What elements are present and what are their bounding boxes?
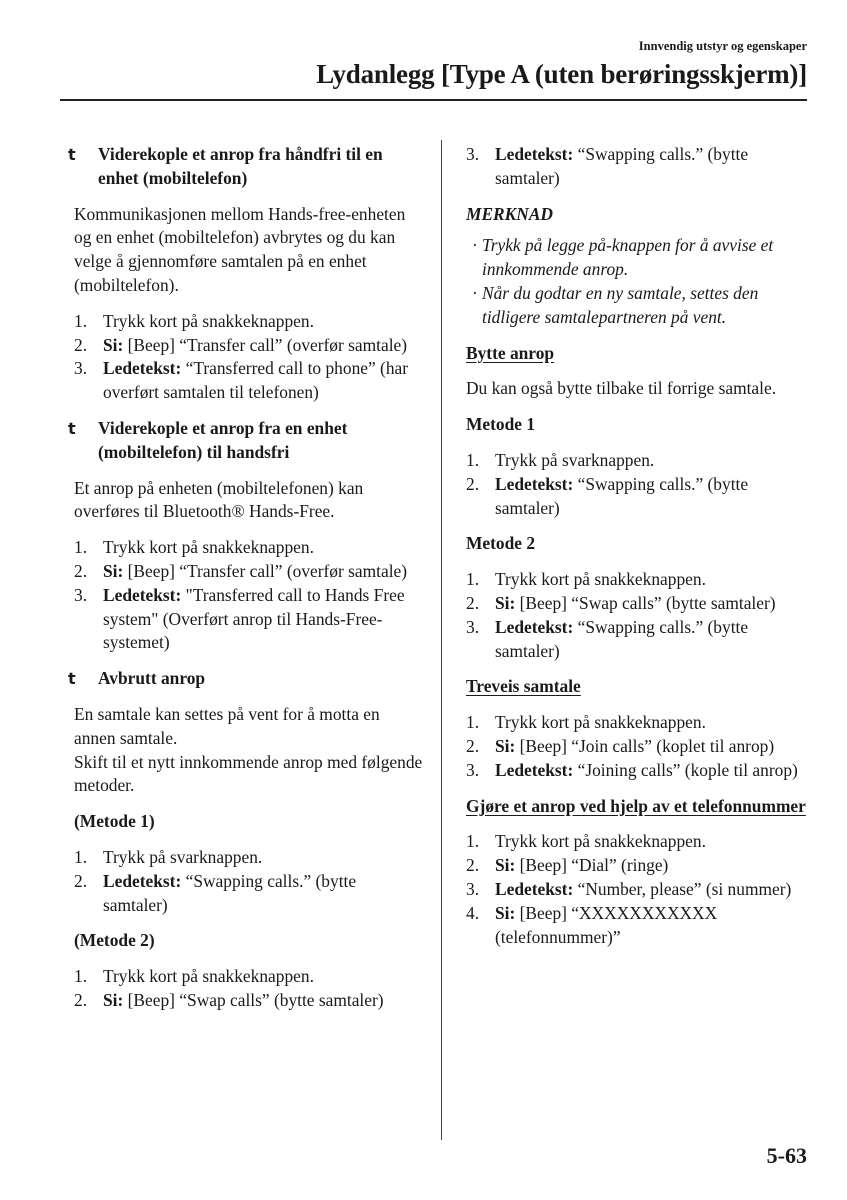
step-text: Trykk kort på snakkeknappen. (103, 310, 314, 331)
step-number: 1. (74, 537, 88, 558)
step-keyword: Ledetekst: (495, 616, 574, 637)
step-list (466, 143, 816, 191)
step-number: 1. (466, 831, 480, 852)
step-text: “Swapping calls.” (bytte samtaler) (103, 870, 357, 915)
step-item (74, 560, 424, 584)
heading-call-waiting: t Avbrutt anrop (74, 667, 424, 691)
page-number: 5-63 (766, 1143, 807, 1168)
heading-dial-number: Gjøre et anrop ved hjelp av et telefonnummer (466, 795, 806, 816)
step-number: 2. (74, 334, 88, 355)
step-text: “Joining calls” (kople til anrop) (573, 759, 798, 780)
method-heading: Metode 2 (466, 533, 536, 554)
step-number: 2. (466, 592, 480, 613)
step-number: 1. (466, 449, 480, 470)
step-keyword: Si: (495, 855, 516, 876)
step-text: Trykk kort på snakkeknappen. (103, 966, 314, 987)
heading-bullet-icon: t (68, 669, 76, 689)
step-text: [Beep] “Swap calls” (bytte samtaler) (123, 989, 384, 1010)
step-item (466, 592, 816, 616)
method-heading: (Metode 2) (74, 930, 155, 951)
step-text: [Beep] “Transfer call” (overfør samtale) (123, 334, 408, 355)
step-item (466, 830, 816, 854)
paragraph: Skift til et nytt innkommende anrop med følgende metoder. (74, 751, 423, 796)
step-item (466, 449, 816, 473)
step-text: “Number, please” (si nummer) (573, 878, 792, 899)
header-rule (60, 99, 807, 101)
step-text: Trykk kort på snakkeknappen. (495, 569, 706, 590)
step-text: Trykk på svarknappen. (495, 449, 655, 470)
step-number: 1. (74, 310, 88, 331)
heading-bullet-icon: t (68, 418, 76, 438)
step-item (74, 989, 424, 1013)
heading-bullet-icon: t (68, 145, 76, 164)
step-text: Trykk kort på snakkeknappen. (103, 537, 314, 558)
step-number: 3. (466, 759, 480, 780)
step-list (74, 310, 424, 405)
step-keyword: Si: (103, 989, 124, 1010)
step-keyword: Ledetekst: (103, 358, 182, 379)
method-heading: Metode 1 (466, 414, 536, 435)
right-column (466, 143, 816, 961)
step-number: 2. (466, 473, 480, 494)
step-item (74, 584, 424, 655)
step-keyword: Ledetekst: (103, 870, 182, 891)
step-list (466, 830, 816, 949)
step-item (466, 735, 816, 759)
step-number: 1. (466, 712, 480, 733)
step-keyword: Ledetekst: (495, 144, 574, 164)
page-header (316, 38, 807, 90)
step-text: [Beep] “Dial” (ringe) (515, 855, 669, 876)
step-keyword: Si: (495, 902, 516, 923)
step-text: “Transferred call to phone” (har overført samtalen til telefonen) (103, 358, 409, 403)
step-number: 3. (466, 616, 480, 637)
step-text: “Swapping calls.” (bytte samtaler) (495, 616, 749, 661)
paragraph: Du kan også bytte tilbake til forrige samtale. (466, 378, 777, 399)
step-text: [Beep] “Swap calls” (bytte samtaler) (515, 592, 776, 613)
step-item (466, 878, 816, 902)
heading-three-way-call: Treveis samtale (466, 676, 581, 697)
step-number: 1. (466, 569, 480, 590)
step-number: 1. (74, 966, 88, 987)
step-item (74, 870, 424, 918)
step-item (466, 711, 816, 735)
column-divider (441, 140, 442, 1140)
left-column (68, 143, 424, 1025)
step-text: Trykk kort på snakkeknappen. (495, 712, 706, 733)
step-item (74, 357, 424, 405)
step-item (466, 143, 816, 191)
paragraph: En samtale kan settes på vent for å motta en annen samtale. (74, 703, 380, 748)
step-number: 2. (74, 989, 88, 1010)
step-item (466, 759, 816, 783)
step-text: [Beep] “XXXXXXXXXXX (telefonnummer)” (495, 902, 718, 947)
step-item (74, 334, 424, 358)
step-number: 2. (74, 560, 88, 581)
heading-swap-calls: Bytte anrop (466, 342, 555, 363)
note-bullet-icon: · (472, 235, 478, 256)
method-heading: (Metode 1) (74, 811, 155, 832)
step-number: 3. (466, 144, 480, 164)
step-text: “Swapping calls.” (bytte samtaler) (495, 144, 749, 188)
step-number: 2. (466, 735, 480, 756)
step-list (466, 711, 816, 782)
heading-transfer-to-handsfree: t Viderekople et anrop fra en enhet (mobiltelefon) til handsfri (68, 417, 348, 462)
step-keyword: Si: (495, 735, 516, 756)
note-heading: MERKNAD (466, 203, 553, 224)
step-keyword: Ledetekst: (495, 878, 574, 899)
step-text: “Swapping calls.” (bytte samtaler) (495, 473, 749, 518)
step-list (74, 536, 424, 655)
step-number: 3. (466, 878, 480, 899)
step-number: 4. (466, 902, 480, 923)
step-list (74, 846, 424, 917)
step-keyword: Ledetekst: (495, 473, 574, 494)
step-item (466, 616, 816, 664)
heading-transfer-to-phone: t Viderekople et anrop fra håndfri til en enhet (mobiltelefon) (68, 144, 383, 188)
step-list (466, 449, 816, 520)
step-keyword: Si: (495, 592, 516, 613)
step-number: 3. (74, 584, 88, 605)
step-list (466, 568, 816, 663)
step-list (74, 965, 424, 1013)
step-item (74, 965, 424, 989)
step-item (74, 846, 424, 870)
step-number: 1. (74, 846, 88, 867)
note-list (466, 234, 816, 329)
step-text: [Beep] “Transfer call” (overfør samtale) (123, 560, 408, 581)
step-item (74, 536, 424, 560)
step-number: 2. (466, 855, 480, 876)
step-number: 3. (74, 358, 88, 379)
page-title: Lydanlegg [Type A (uten berøringsskjerm)] (316, 59, 807, 89)
step-item (74, 310, 424, 334)
step-text: Trykk på svarknappen. (103, 846, 263, 867)
paragraph: Kommunikasjonen mellom Hands-free-enheten og en enhet (mobiltelefon) avbrytes og du kan velge å gjennomføre samtalen på en enhet (mobiltelefon). (74, 203, 406, 295)
step-keyword: Ledetekst: (103, 584, 182, 605)
step-keyword: Ledetekst: (495, 759, 574, 780)
step-text: [Beep] “Join calls” (koplet til anrop) (515, 735, 775, 756)
step-item (466, 854, 816, 878)
step-keyword: Si: (103, 560, 124, 581)
note-item: · Trykk på legge på-knappen for å avvise et innkommende anrop. (472, 235, 774, 280)
step-item (466, 568, 816, 592)
paragraph: Et anrop på enheten (mobiltelefonen) kan overføres til Bluetooth® Hands-Free. (74, 477, 364, 522)
step-number: 2. (74, 870, 88, 891)
note-bullet-icon: · (472, 282, 478, 303)
note-item: · Når du godtar en ny samtale, settes den tidligere samtalepartneren på vent. (472, 282, 759, 327)
step-item (466, 473, 816, 521)
step-item (466, 902, 816, 950)
step-text: "Transferred call to Hands Free system" (Overført anrop til Hands-Free-systemet) (103, 584, 405, 653)
step-keyword: Si: (103, 334, 124, 355)
step-text: Trykk kort på snakkeknappen. (495, 831, 706, 852)
section-label: Innvendig utstyr og egenskaper (638, 39, 807, 53)
